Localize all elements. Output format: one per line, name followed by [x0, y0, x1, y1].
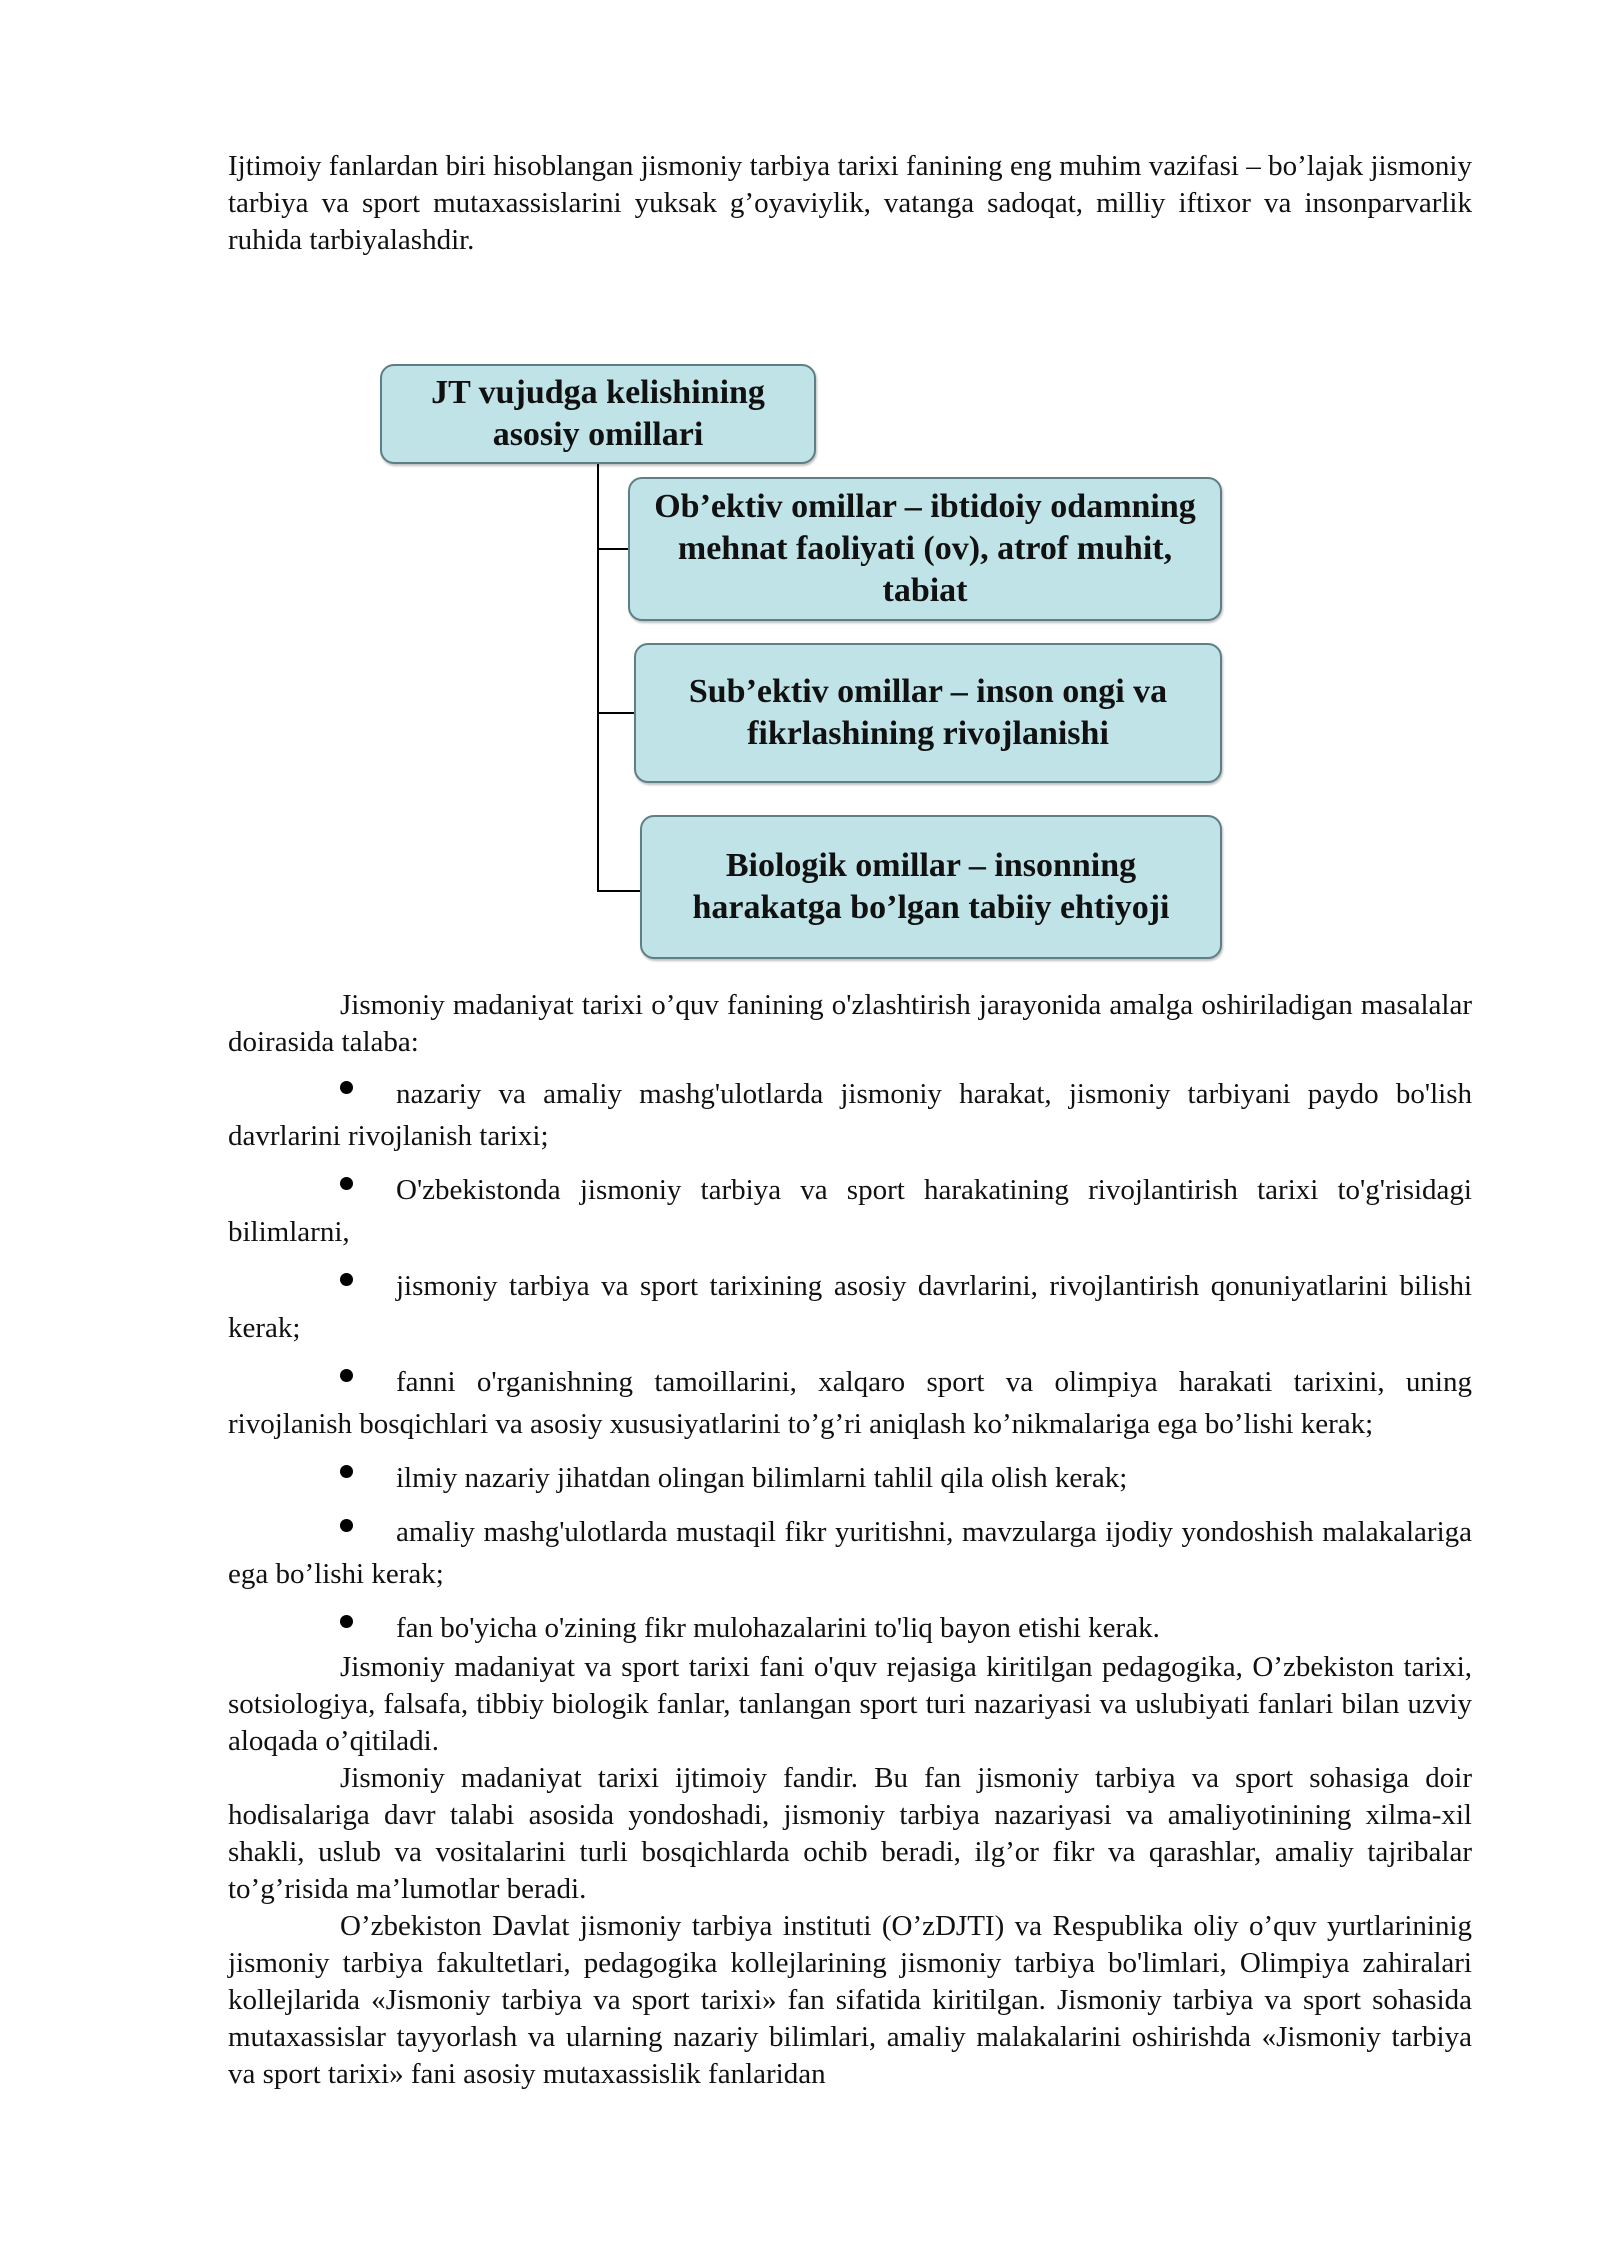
diagram-branch-objective: Ob’ektiv omillar – ibtidoiy odamning mehnat faoliyati (ov), atrof muhit, tabiat	[628, 477, 1222, 621]
list-item: ilmiy nazariy jihatdan olingan bilimlarni tahlil qila olish kerak;	[228, 1457, 1472, 1499]
paragraph-related-subjects: Jismoniy madaniyat va sport tarixi fani o'quv rejasiga kiritilgan pedagogika, O’zbekiston tarixi, sotsiologiya, falsafa, tibbiy biologik fanlar, tanlangan sport turi nazariyasi va uslubiyati fanlari bilan uzviy aloqada o’qitiladi.	[228, 1651, 1472, 1757]
paragraph-social-science: Jismoniy madaniyat tarixi ijtimoiy fandir. Bu fan jismoniy tarbiya va sport sohasiga doir hodisalariga davr talabi asosida yondoshadi, jismoniy tarbiya nazariyasi va amaliyotinining xilma-xil shakli, uslub va vositalarini turli bosqichlarda ochib beradi, ilg’or fikr va qarashlar, amaliy tajribalar to’g’risida ma’lumotlar beradi.	[228, 1762, 1472, 1905]
diagram-connector-3	[597, 890, 640, 892]
diagram-root-box: JT vujudga kelishining asosiy omillari	[380, 364, 816, 464]
task-bullet-list	[228, 1073, 1472, 1649]
list-item: nazariy va amaliy mashg'ulotlarda jismoniy harakat, jismoniy tarbiyani paydo bo'lish davrlarini rivojlanish tarixi;	[228, 1073, 1472, 1157]
document-page	[228, 148, 1472, 2093]
list-item: amaliy mashg'ulotlarda mustaqil fikr yuritishni, mavzularga ijodiy yondoshish malakalariga ega bo’lishi kerak;	[228, 1511, 1472, 1595]
diagram-connector-2	[597, 712, 634, 714]
factors-diagram	[228, 267, 1472, 987]
list-item: fan bo'yicha o'zining fikr mulohazalarini to'liq bayon etishi kerak.	[228, 1607, 1472, 1649]
list-item: jismoniy tarbiya va sport tarixining asosiy davrlarini, rivojlantirish qonuniyatlarini bilishi kerak;	[228, 1265, 1472, 1349]
diagram-connector-1	[597, 548, 628, 550]
intro-paragraph: Ijtimoiy fanlardan biri hisoblangan jismoniy tarbiya tarixi fanining eng muhim vazifasi – bo’lajak jismoniy tarbiya va sport mutaxassislarini yuksak g’oyaviylik, vatanga sadoqat, milliy iftixor va insonparvarlik ruhida tarbiyalashdir.	[228, 150, 1472, 256]
paragraph-intro-tasks: Jismoniy madaniyat tarixi o’quv fanining o'zlashtirish jarayonida amalga oshiriladigan masalalar doirasida talaba:	[228, 989, 1472, 1058]
diagram-branch-biological: Biologik omillar – insonning harakatga bo’lgan tabiiy ehtiyoji	[640, 815, 1222, 959]
paragraph-institutions: O’zbekiston Davlat jismoniy tarbiya instituti (O’zDJTI) va Respublika oliy o’quv yurtlarininig jismoniy tarbiya fakultetlari, pedagogika kollejlarining jismoniy tarbiya bo'limlari, Olimpiya zahiralari kollejlarida «Jismoniy tarbiya va sport tarixi» fan sifatida kiritilgan. Jismoniy tarbiya va sport sohasida mutaxassislar tayyorlash va ularning nazariy bilimlari, amaliy malakalarini oshirishda «Jismoniy tarbiya va sport tarixi» fani asosiy mutaxassislik fanlaridan	[228, 1910, 1472, 2090]
diagram-branch-subjective: Sub’ektiv omillar – inson ongi va fikrlashining rivojlanishi	[634, 643, 1222, 783]
list-item: O'zbekistonda jismoniy tarbiya va sport harakatining rivojlantirish tarixi to'g'risidagi bilimlarni,	[228, 1169, 1472, 1253]
diagram-connector-vertical	[597, 464, 599, 892]
list-item: fanni o'rganishning tamoillarini, xalqaro sport va olimpiya harakati tarixini, uning rivojlanish bosqichlari va asosiy xususiyatlarini to’g’ri aniqlash ko’nikmalariga ega bo’lishi kerak;	[228, 1361, 1472, 1445]
